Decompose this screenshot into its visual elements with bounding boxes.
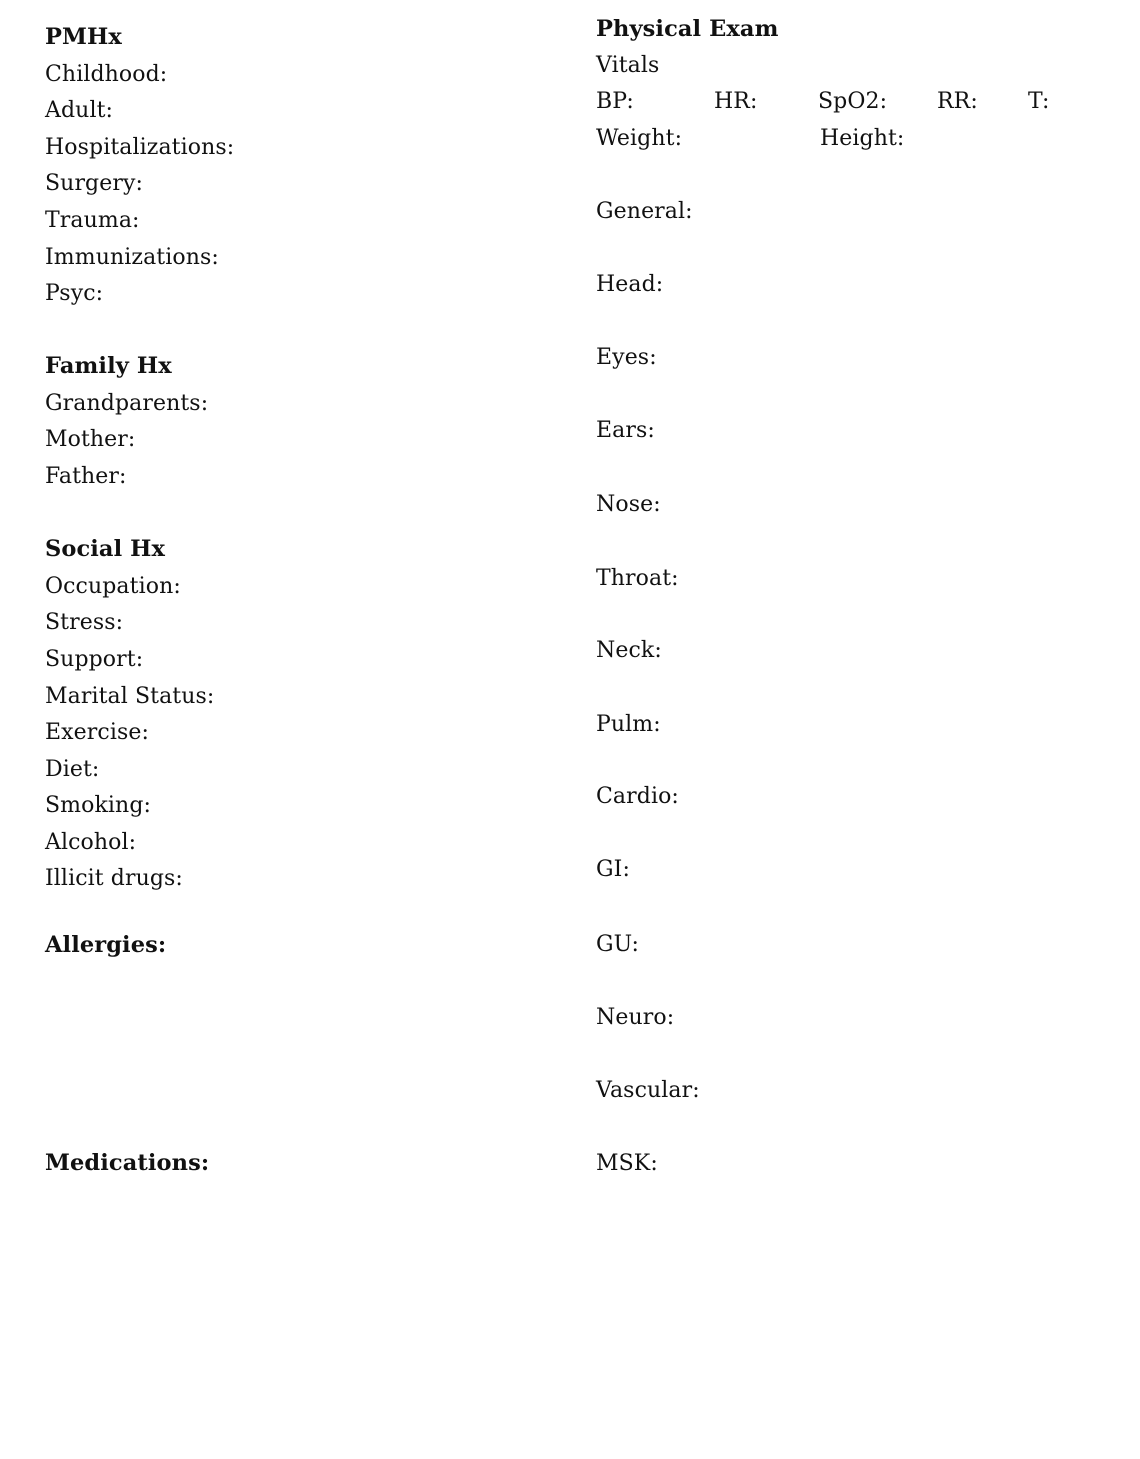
- physical-exam-heading: Physical Exam: [596, 16, 779, 42]
- pmhx-hospitalizations-label: Hospitalizations:: [45, 135, 235, 160]
- exam-neuro-label: Neuro:: [596, 1005, 675, 1030]
- exam-msk-label: MSK:: [596, 1151, 658, 1176]
- exam-eyes-label: Eyes:: [596, 345, 657, 370]
- social-hx-support-label: Support:: [45, 647, 144, 672]
- exam-gu-label: GU:: [596, 932, 640, 957]
- pmhx-heading: PMHx: [45, 24, 122, 50]
- family-hx-heading: Family Hx: [45, 353, 172, 379]
- vitals-rr-label: RR:: [937, 89, 978, 114]
- exam-gi-label: GI:: [596, 857, 630, 882]
- vitals-temperature-label: T:: [1028, 89, 1050, 114]
- social-hx-heading: Social Hx: [45, 536, 166, 562]
- pmhx-adult-label: Adult:: [45, 98, 114, 123]
- pmhx-childhood-label: Childhood:: [45, 62, 168, 87]
- medications-heading: Medications:: [45, 1150, 210, 1176]
- pmhx-trauma-label: Trauma:: [45, 208, 140, 233]
- vitals-bp-label: BP:: [596, 89, 634, 114]
- vitals-hr-label: HR:: [714, 89, 758, 114]
- exam-neck-label: Neck:: [596, 638, 662, 663]
- exam-ears-label: Ears:: [596, 418, 655, 443]
- social-hx-illicit-drugs-label: Illicit drugs:: [45, 866, 183, 891]
- height-label: Height:: [820, 126, 905, 151]
- allergies-heading: Allergies:: [45, 932, 167, 958]
- exam-vascular-label: Vascular:: [596, 1078, 700, 1103]
- pmhx-psyc-label: Psyc:: [45, 281, 104, 306]
- exam-nose-label: Nose:: [596, 492, 661, 517]
- vitals-label: Vitals: [596, 53, 660, 78]
- family-hx-father-label: Father:: [45, 464, 127, 489]
- exam-throat-label: Throat:: [596, 566, 679, 591]
- exam-pulm-label: Pulm:: [596, 712, 661, 737]
- weight-label: Weight:: [596, 126, 683, 151]
- vitals-spo2-label: SpO2:: [818, 89, 888, 114]
- social-hx-alcohol-label: Alcohol:: [45, 830, 137, 855]
- exam-general-label: General:: [596, 199, 693, 224]
- pmhx-surgery-label: Surgery:: [45, 171, 144, 196]
- social-hx-stress-label: Stress:: [45, 610, 124, 635]
- pmhx-immunizations-label: Immunizations:: [45, 245, 219, 270]
- family-hx-mother-label: Mother:: [45, 427, 136, 452]
- exam-cardio-label: Cardio:: [596, 784, 679, 809]
- social-hx-smoking-label: Smoking:: [45, 793, 152, 818]
- exam-head-label: Head:: [596, 272, 664, 297]
- social-hx-marital-status-label: Marital Status:: [45, 684, 215, 709]
- family-hx-grandparents-label: Grandparents:: [45, 391, 209, 416]
- social-hx-occupation-label: Occupation:: [45, 574, 181, 599]
- social-hx-exercise-label: Exercise:: [45, 720, 149, 745]
- social-hx-diet-label: Diet:: [45, 757, 100, 782]
